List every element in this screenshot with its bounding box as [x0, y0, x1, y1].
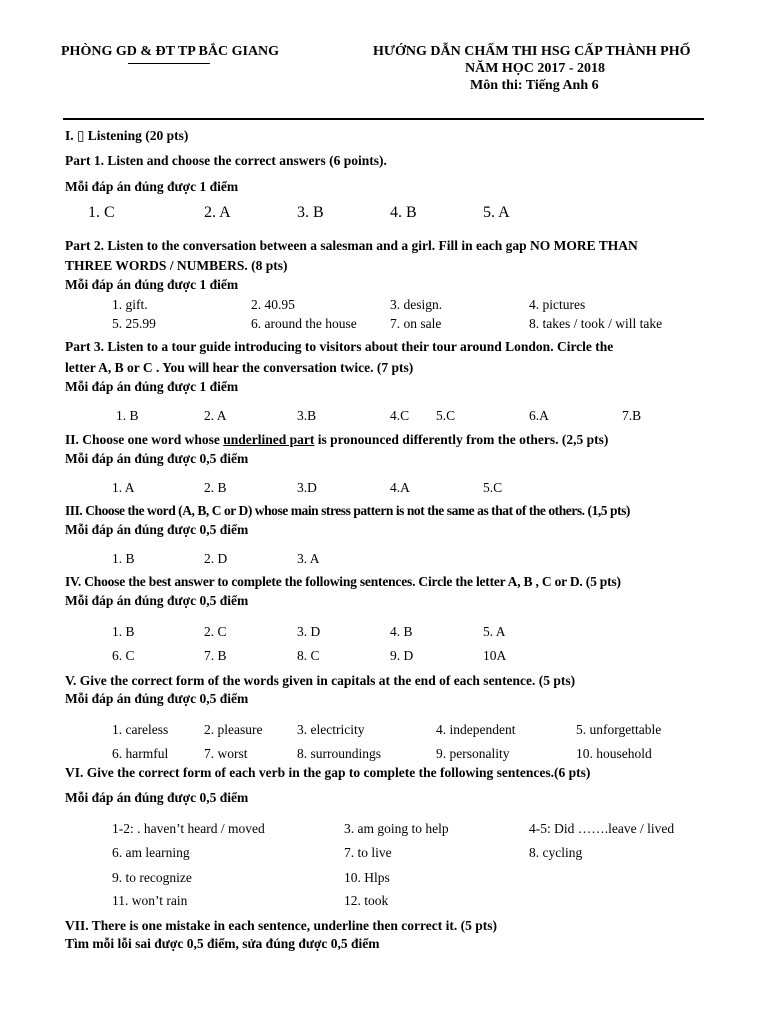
underlined-text: underlined part	[223, 432, 315, 447]
answer: 7. B	[204, 648, 227, 663]
department-underline	[128, 63, 210, 64]
answer: 3.D	[297, 480, 317, 495]
answer: 4. B	[390, 624, 413, 639]
answer: 10A	[483, 648, 507, 663]
answer: 4. independent	[436, 722, 516, 737]
doc-title: HƯỚNG DẪN CHẤM THI HSG CẤP THÀNH PHỐ	[373, 44, 691, 59]
answer: 2. C	[204, 624, 227, 639]
answer: 9. personality	[436, 746, 510, 761]
answer: 5.C	[483, 480, 503, 495]
answer: 6.A	[529, 408, 549, 423]
section-5-score: Mỗi đáp án đúng được 0,5 điểm	[65, 691, 249, 706]
answer: 12. took	[344, 893, 389, 908]
answer: 2. A	[204, 408, 227, 423]
answer: 6. C	[112, 648, 135, 663]
answer: 1. careless	[112, 722, 169, 737]
answer: 5. unforgettable	[576, 722, 662, 737]
answer: 4. pictures	[529, 297, 586, 312]
answer: 5.C	[436, 408, 456, 423]
answer: 3. B	[297, 204, 324, 221]
answer: 1. A	[112, 480, 135, 495]
subject: Môn thi: Tiếng Anh 6	[470, 78, 599, 93]
answer: 1. B	[112, 624, 135, 639]
answer: 8. C	[297, 648, 320, 663]
answer: 5. 25.99	[112, 316, 156, 331]
section-3-score: Mỗi đáp án đúng được 0,5 điểm	[65, 522, 249, 537]
answer: 6. around the house	[251, 316, 357, 331]
section-7-score: Tìm mỗi lỗi sai được 0,5 điểm, sửa đúng được 0,5 điểm	[65, 936, 380, 951]
answer: 8. cycling	[529, 845, 583, 860]
answer: 6. harmful	[112, 746, 169, 761]
section-2-score: Mỗi đáp án đúng được 0,5 điểm	[65, 451, 249, 466]
answer: 2. 40.95	[251, 297, 295, 312]
section-6-score: Mỗi đáp án đúng được 0,5 điểm	[65, 790, 249, 805]
answer: 3. electricity	[297, 722, 365, 737]
part-3-title-line2: letter A, B or C . You will hear the conversation twice. (7 pts)	[65, 360, 414, 375]
answer: 9. D	[390, 648, 414, 663]
part-3-title-line1: Part 3. Listen to a tour guide introducing to visitors about their tour around London. Circle the	[65, 339, 614, 354]
answer: 7. to live	[344, 845, 392, 860]
answer: 2. B	[204, 480, 227, 495]
answer: 1. gift.	[112, 297, 148, 312]
section-2-title	[65, 432, 608, 448]
answer: 10. household	[576, 746, 652, 761]
answer: 2. A	[204, 204, 231, 221]
title-text: II. Choose one word whose	[65, 432, 224, 447]
part-3-score: Mỗi đáp án đúng được 1 điểm	[65, 379, 239, 394]
section-6-title: VI. Give the correct form of each verb in the gap to complete the following sentences.(6 pts)	[65, 765, 591, 780]
answer: 9. to recognize	[112, 870, 192, 885]
department-name: PHÒNG GD & ĐT TP BẮC GIANG	[61, 44, 280, 59]
section-4-title: IV. Choose the best answer to complete the following sentences. Circle the letter A, B , C or D. (5 pts)	[65, 574, 621, 589]
answer: 4. B	[390, 204, 417, 221]
answer: 7.B	[622, 408, 642, 423]
answer: 4-5: Did …….leave / lived	[529, 821, 675, 836]
answer: 3.B	[297, 408, 317, 423]
answer: 7. on sale	[390, 316, 442, 331]
section-5-title: V. Give the correct form of the words given in capitals at the end of each sentence. (5 pts)	[65, 673, 576, 688]
answer: 8. surroundings	[297, 746, 381, 761]
answer: 3. am going to help	[344, 821, 449, 836]
answer: 1. B	[112, 551, 135, 566]
answer: 1. B	[116, 408, 139, 423]
section-7-title: VII. There is one mistake in each sentence, underline then correct it. (5 pts)	[65, 918, 497, 933]
header-divider	[63, 118, 704, 120]
answer: 3. D	[297, 624, 321, 639]
part-1-score: Mỗi đáp án đúng được 1 điểm	[65, 179, 239, 194]
part-2-title-line1: Part 2. Listen to the conversation between a salesman and a girl. Fill in each gap NO MORE THAN	[65, 238, 638, 253]
answer: 4.A	[390, 480, 410, 495]
answer: 10. Hlps	[344, 870, 390, 885]
answer: 3. design.	[390, 297, 443, 312]
answer: 1. C	[88, 204, 115, 221]
answer: 1-2: . haven’t heard / moved	[112, 821, 265, 836]
title-text: is pronounced differently from the others. (2,5 pts)	[314, 432, 609, 447]
part-2-score: Mỗi đáp án đúng được 1 điểm	[65, 277, 239, 292]
answer: 11. won’t rain	[112, 893, 188, 908]
school-year: NĂM HỌC 2017 - 2018	[465, 61, 605, 76]
answer: 5. A	[483, 204, 510, 221]
answer: 8. takes / took / will take	[529, 316, 663, 331]
section-1-title: I. ▯ Listening (20 pts)	[65, 128, 189, 143]
answer: 7. worst	[204, 746, 248, 761]
answer: 6. am learning	[112, 845, 190, 860]
answer: 3. A	[297, 551, 320, 566]
answer: 2. pleasure	[204, 722, 263, 737]
answer: 5. A	[483, 624, 506, 639]
answer: 4.C	[390, 408, 410, 423]
part-1-title: Part 1. Listen and choose the correct answers (6 points).	[65, 153, 387, 168]
section-4-score: Mỗi đáp án đúng được 0,5 điểm	[65, 593, 249, 608]
answer: 2. D	[204, 551, 228, 566]
section-3-title: III. Choose the word (A, B, C or D) whose main stress pattern is not the same as that of the others. (1,5 pts)	[65, 503, 630, 518]
part-2-title-line2: THREE WORDS / NUMBERS. (8 pts)	[65, 258, 288, 273]
